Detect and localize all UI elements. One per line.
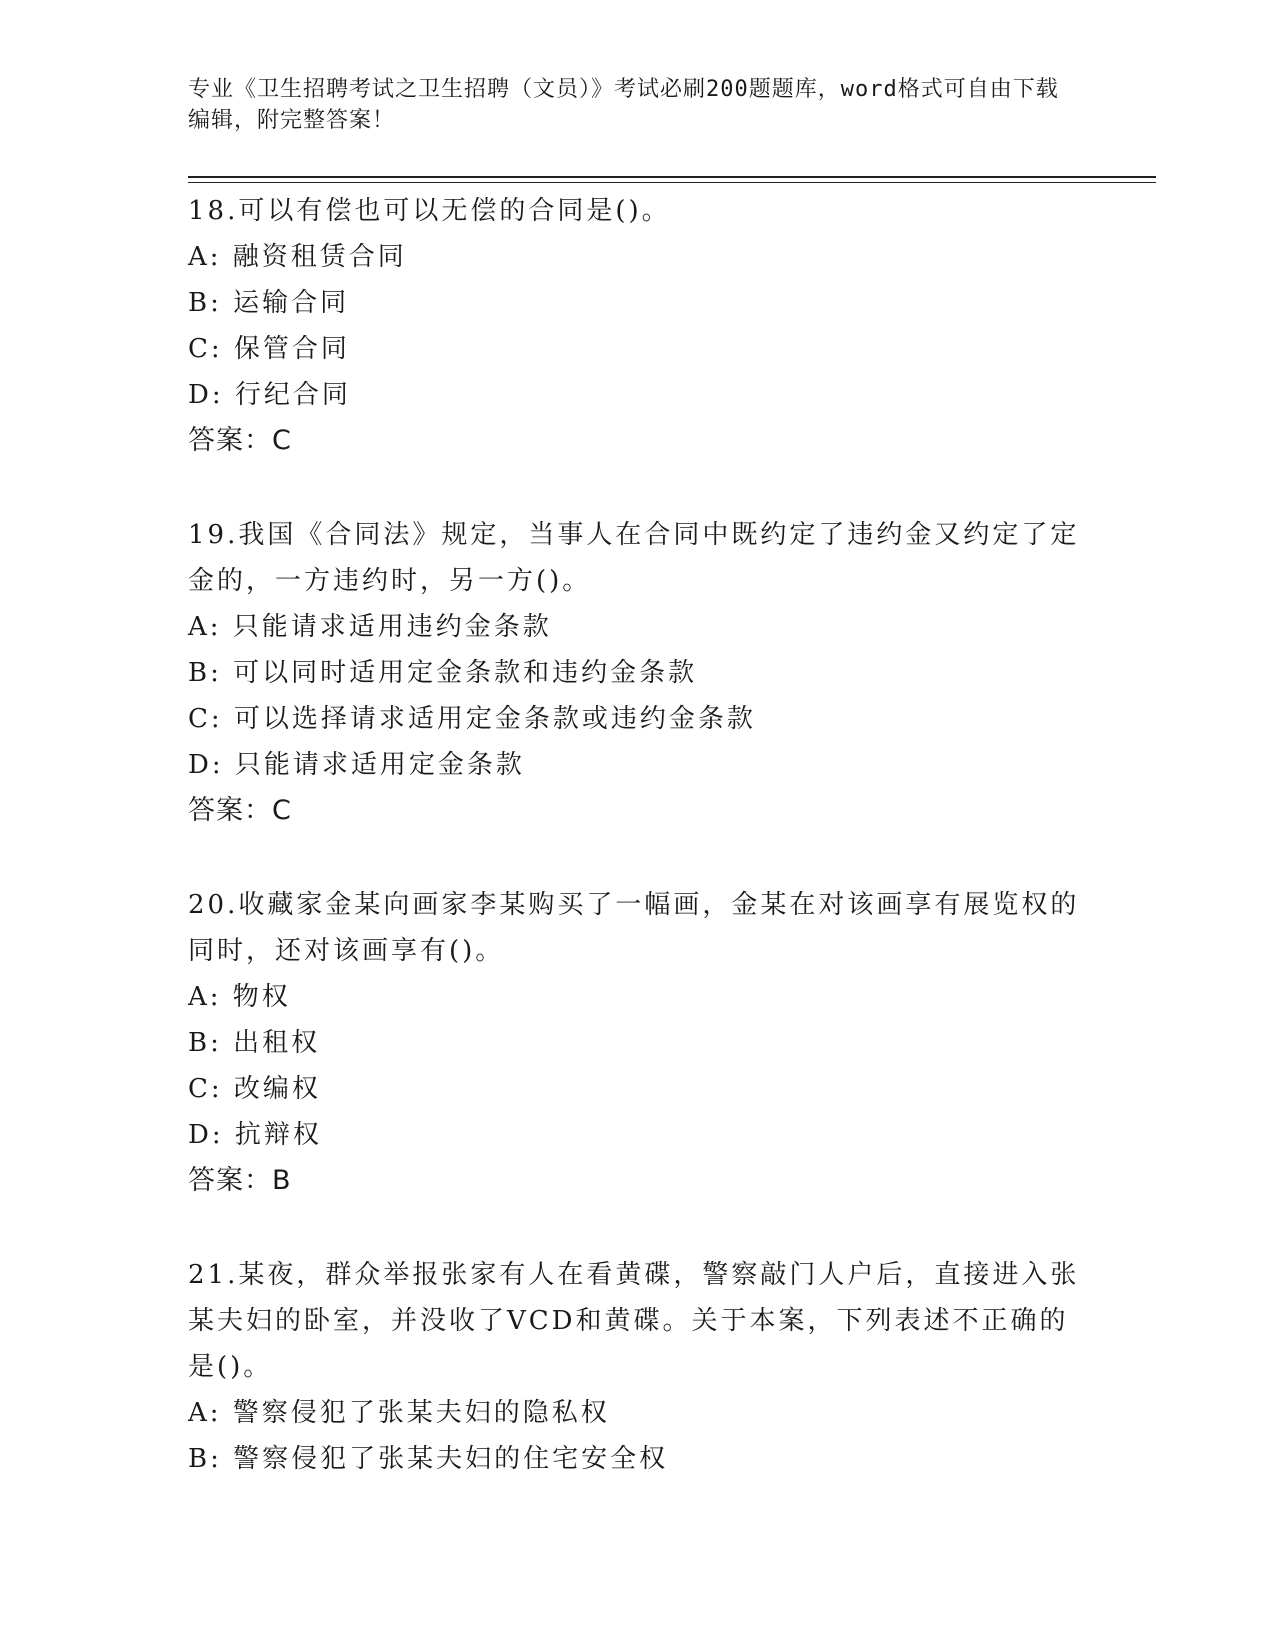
option-b: B: 可以同时适用定金条款和违约金条款	[188, 658, 698, 688]
question-stem: 18.可以有偿也可以无偿的合同是()。	[188, 196, 671, 226]
question-stem: 19.我国《合同法》规定，当事人在合同中既约定了违约金又约定了定金的，一方违约时，另一方()。	[188, 520, 1080, 596]
header-rule-thick	[188, 176, 1156, 178]
option-c: C: 可以选择请求适用定金条款或违约金条款	[188, 704, 756, 734]
answer: 答案：C	[188, 795, 292, 826]
option-a: A: 物权	[188, 982, 291, 1012]
spacer	[188, 1204, 1088, 1252]
option-a: A: 警察侵犯了张某夫妇的隐私权	[188, 1398, 610, 1428]
question-stem: 20.收藏家金某向画家李某购买了一幅画，金某在对该画享有展览权的同时，还对该画享有()。	[188, 890, 1080, 966]
option-a: A: 融资租赁合同	[188, 242, 407, 272]
option-d: D: 抗辩权	[188, 1120, 322, 1150]
spacer	[188, 834, 1088, 882]
option-c: C: 保管合同	[188, 334, 350, 364]
question-19	[188, 512, 1088, 834]
option-d: D: 只能请求适用定金条款	[188, 750, 525, 780]
option-a: A: 只能请求适用违约金条款	[188, 612, 552, 642]
document-header	[188, 74, 1068, 136]
option-b: B: 警察侵犯了张某夫妇的住宅安全权	[188, 1444, 669, 1474]
option-b: B: 运输合同	[188, 288, 350, 318]
header-rule-thin	[188, 182, 1156, 183]
question-stem: 21.某夜，群众举报张家有人在看黄碟，警察敲门人户后，直接进入张某夫妇的卧室，并没收了VCD和黄碟。关于本案，下列表述不正确的是()。	[188, 1260, 1080, 1382]
spacer	[188, 464, 1088, 512]
answer: 答案：C	[188, 425, 292, 456]
header-intro: 专业《卫生招聘考试之卫生招聘（文员）》考试必刷200题题库，word格式可自由下载编辑，附完整答案！	[188, 77, 1059, 133]
question-18	[188, 188, 1088, 464]
option-c: C: 改编权	[188, 1074, 321, 1104]
question-list	[188, 188, 1088, 1482]
question-20	[188, 882, 1088, 1204]
option-b: B: 出租权	[188, 1028, 321, 1058]
question-21	[188, 1252, 1088, 1482]
answer: 答案：B	[188, 1165, 292, 1196]
option-d: D: 行纪合同	[188, 380, 351, 410]
